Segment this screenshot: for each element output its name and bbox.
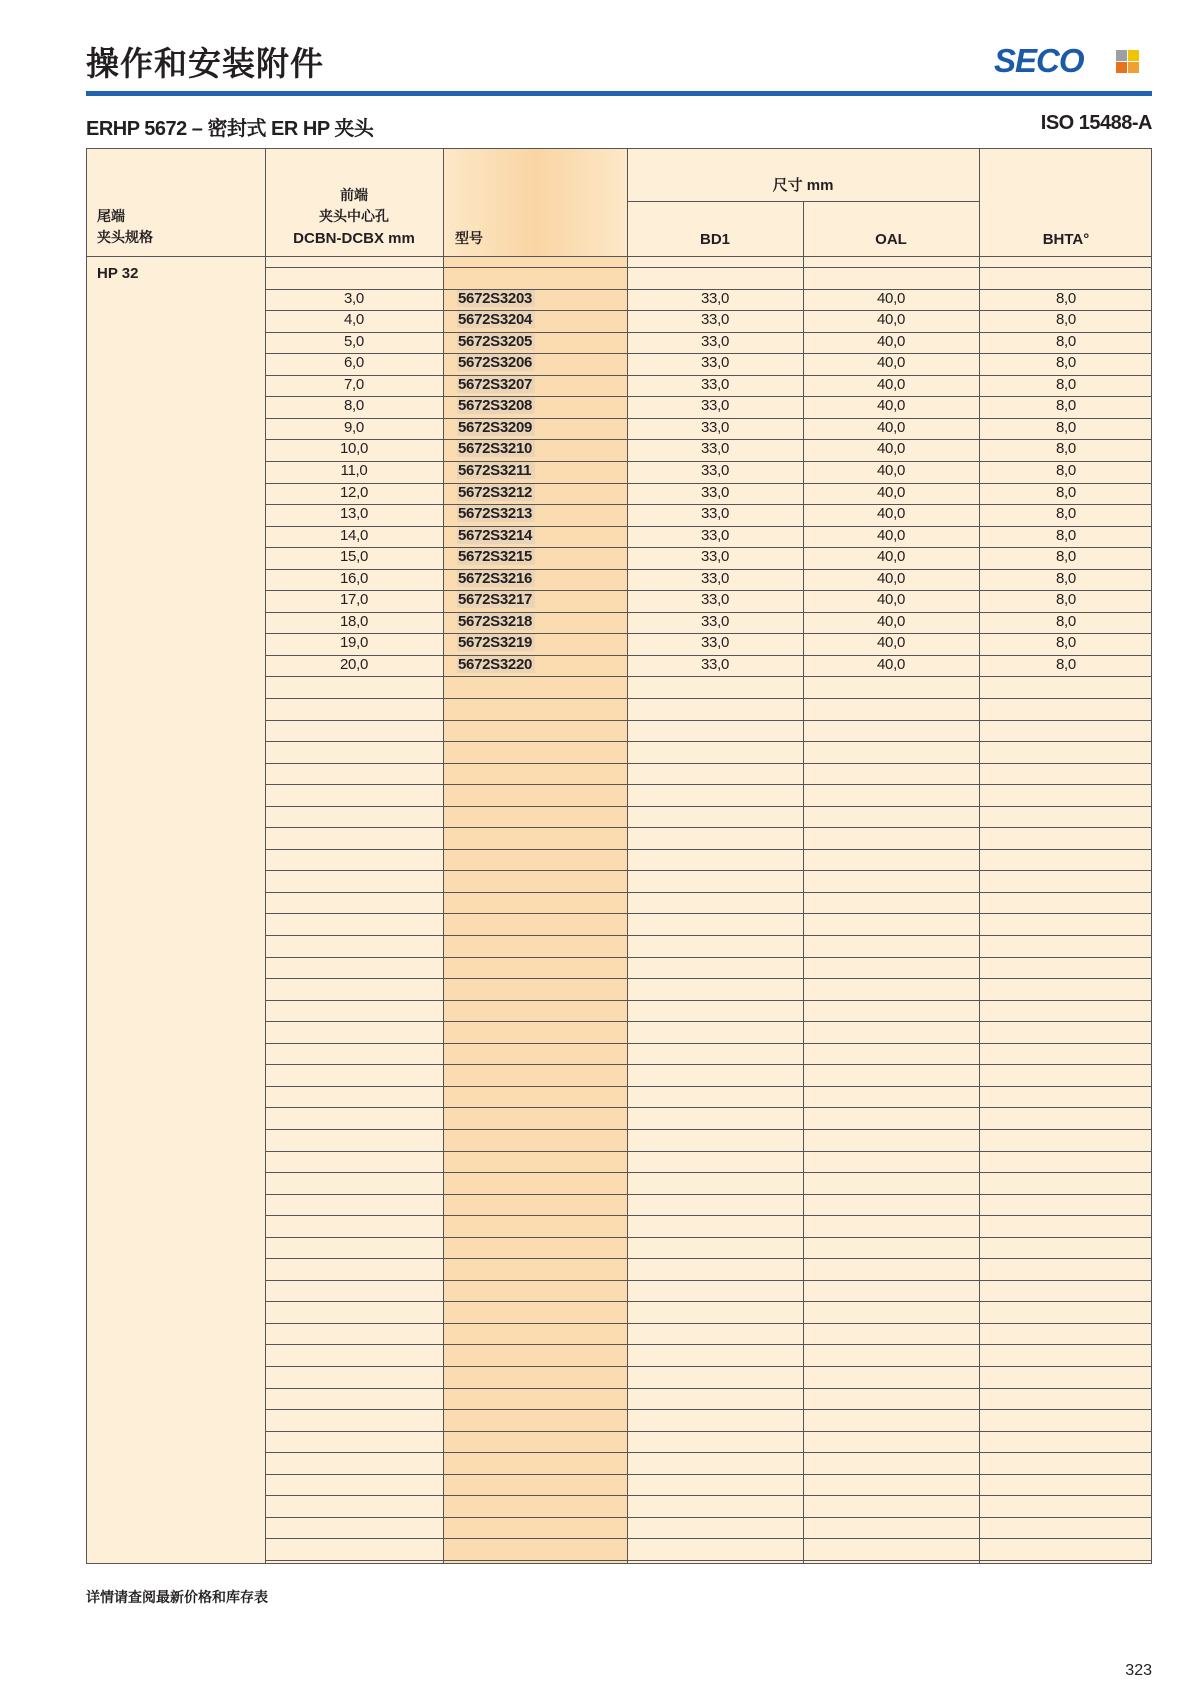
bhta-cell: 8,0	[1056, 419, 1076, 436]
table-row	[265, 375, 1151, 396]
row-divider	[265, 935, 1151, 936]
table-row	[265, 569, 1151, 590]
oal-cell: 40,0	[877, 656, 905, 673]
bhta-cell: 8,0	[1056, 527, 1076, 544]
header-shank-line1: 尾端	[97, 209, 125, 225]
model-number-cell[interactable]: 5672S3216	[457, 570, 535, 587]
oal-cell: 40,0	[877, 462, 905, 479]
bore-diameter-cell: 16,0	[340, 570, 368, 587]
bd1-cell: 33,0	[701, 354, 729, 371]
bd1-cell: 33,0	[701, 484, 729, 501]
bd1-cell: 33,0	[701, 419, 729, 436]
table-row	[265, 418, 1151, 439]
header-shank	[97, 207, 153, 249]
bhta-cell: 8,0	[1056, 484, 1076, 501]
row-divider	[265, 1323, 1151, 1324]
oal-cell: 40,0	[877, 290, 905, 307]
table-row	[265, 612, 1151, 633]
row-divider	[265, 698, 1151, 699]
row-divider	[265, 1409, 1151, 1410]
row-divider	[265, 1215, 1151, 1216]
table-row	[265, 590, 1151, 611]
model-number-cell[interactable]: 5672S3209	[457, 419, 535, 436]
row-divider	[265, 720, 1151, 721]
header-bhta: BHTA°	[1042, 231, 1090, 248]
table-row	[265, 633, 1151, 654]
bd1-cell: 33,0	[701, 462, 729, 479]
header-bd1: BD1	[699, 231, 730, 248]
bore-diameter-cell: 19,0	[340, 634, 368, 651]
shank-size-label: HP 32	[97, 265, 139, 282]
oal-cell: 40,0	[877, 311, 905, 328]
row-divider	[265, 741, 1151, 742]
bhta-cell: 8,0	[1056, 290, 1076, 307]
bd1-cell: 33,0	[701, 634, 729, 651]
seco-logo	[994, 42, 1150, 79]
row-divider	[265, 827, 1151, 828]
model-number-cell[interactable]: 5672S3204	[457, 311, 535, 328]
model-number-cell[interactable]: 5672S3205	[457, 333, 535, 350]
bd1-cell: 33,0	[701, 376, 729, 393]
bd1-cell: 33,0	[701, 397, 729, 414]
model-number-cell[interactable]: 5672S3210	[457, 440, 535, 457]
oal-cell: 40,0	[877, 634, 905, 651]
header-rule	[86, 91, 1152, 96]
row-divider	[265, 1021, 1151, 1022]
row-divider	[265, 1474, 1151, 1475]
row-divider	[265, 1107, 1151, 1108]
model-number-cell[interactable]: 5672S3207	[457, 376, 535, 393]
bhta-cell: 8,0	[1056, 440, 1076, 457]
oal-cell: 40,0	[877, 527, 905, 544]
oal-cell: 40,0	[877, 484, 905, 501]
product-subtitle: ERHP 5672 – 密封式 ER HP 夹头	[86, 118, 374, 140]
model-number-cell[interactable]: 5672S3218	[457, 613, 535, 630]
row-divider	[265, 1172, 1151, 1173]
iso-standard: ISO 15488-A	[1040, 112, 1152, 134]
table-row	[265, 655, 1151, 676]
bhta-cell: 8,0	[1056, 591, 1076, 608]
model-number-cell[interactable]: 5672S3211	[457, 462, 535, 479]
bhta-cell: 8,0	[1056, 462, 1076, 479]
table-row	[265, 310, 1151, 331]
row-divider	[265, 870, 1151, 871]
logo-text: SECO	[994, 42, 1084, 79]
bd1-cell: 33,0	[701, 311, 729, 328]
model-number-cell[interactable]: 5672S3212	[457, 484, 535, 501]
row-divider	[265, 1000, 1151, 1001]
row-divider	[265, 1280, 1151, 1281]
logo-square-icon	[1116, 50, 1127, 61]
bhta-cell: 8,0	[1056, 376, 1076, 393]
row-divider	[265, 676, 1151, 677]
dims-group-underline	[627, 201, 979, 202]
bore-diameter-cell: 15,0	[340, 548, 368, 565]
header-front-line3: DCBN-DCBX mm	[293, 230, 415, 247]
bore-diameter-cell: 20,0	[340, 656, 368, 673]
oal-cell: 40,0	[877, 397, 905, 414]
table-row	[265, 504, 1151, 525]
table-row	[265, 461, 1151, 482]
oal-cell: 40,0	[877, 354, 905, 371]
footnote: 详情请查阅最新价格和库存表	[86, 1590, 268, 1606]
oal-cell: 40,0	[877, 613, 905, 630]
bd1-cell: 33,0	[701, 591, 729, 608]
table-row	[265, 396, 1151, 417]
page-title: 操作和安装附件	[86, 44, 324, 83]
logo-square-icon	[1128, 62, 1139, 73]
row-divider	[265, 267, 1151, 268]
bhta-cell: 8,0	[1056, 354, 1076, 371]
row-divider	[265, 1517, 1151, 1518]
product-table	[86, 148, 1152, 1564]
bd1-cell: 33,0	[701, 440, 729, 457]
bd1-cell: 33,0	[701, 290, 729, 307]
bore-diameter-cell: 13,0	[340, 505, 368, 522]
logo-square-icon	[1116, 62, 1127, 73]
bore-diameter-cell: 12,0	[340, 484, 368, 501]
table-row	[265, 483, 1151, 504]
bhta-cell: 8,0	[1056, 656, 1076, 673]
row-divider	[265, 1538, 1151, 1539]
bd1-cell: 33,0	[701, 548, 729, 565]
bhta-cell: 8,0	[1056, 311, 1076, 328]
bd1-cell: 33,0	[701, 656, 729, 673]
oal-cell: 40,0	[877, 548, 905, 565]
bore-diameter-cell: 7,0	[344, 376, 364, 393]
row-divider	[265, 892, 1151, 893]
row-divider	[265, 1301, 1151, 1302]
bhta-cell: 8,0	[1056, 333, 1076, 350]
oal-cell: 40,0	[877, 505, 905, 522]
row-divider	[265, 763, 1151, 764]
row-divider	[265, 806, 1151, 807]
bhta-cell: 8,0	[1056, 613, 1076, 630]
bd1-cell: 33,0	[701, 505, 729, 522]
bore-diameter-cell: 6,0	[344, 354, 364, 371]
row-divider	[265, 1194, 1151, 1195]
bd1-cell: 33,0	[701, 570, 729, 587]
row-divider	[265, 849, 1151, 850]
row-divider	[265, 1344, 1151, 1345]
bd1-cell: 33,0	[701, 613, 729, 630]
model-number-cell[interactable]: 5672S3215	[457, 548, 535, 565]
row-divider	[265, 1237, 1151, 1238]
oal-cell: 40,0	[877, 591, 905, 608]
row-divider	[265, 913, 1151, 914]
logo-square-icon	[1128, 50, 1139, 61]
header-separator	[87, 256, 1151, 257]
row-divider	[265, 1431, 1151, 1432]
bore-diameter-cell: 3,0	[344, 290, 364, 307]
model-number-cell[interactable]: 5672S3208	[457, 397, 535, 414]
row-divider	[265, 1043, 1151, 1044]
row-divider	[265, 1086, 1151, 1087]
header-model: 型号	[455, 231, 483, 247]
model-number-cell[interactable]: 5672S3217	[457, 591, 535, 608]
table-row	[265, 526, 1151, 547]
row-divider	[265, 1064, 1151, 1065]
row-divider	[265, 784, 1151, 785]
page-number: 323	[1125, 1662, 1152, 1679]
row-divider	[265, 1452, 1151, 1453]
model-number-cell[interactable]: 5672S3213	[457, 505, 535, 522]
bd1-cell: 33,0	[701, 527, 729, 544]
table-row	[265, 353, 1151, 374]
oal-cell: 40,0	[877, 376, 905, 393]
row-divider	[265, 978, 1151, 979]
row-divider	[265, 1129, 1151, 1130]
bore-diameter-cell: 9,0	[344, 419, 364, 436]
row-divider	[265, 957, 1151, 958]
bore-diameter-cell: 14,0	[340, 527, 368, 544]
bhta-cell: 8,0	[1056, 570, 1076, 587]
header-front-bore	[265, 186, 443, 249]
model-number-cell[interactable]: 5672S3203	[457, 290, 535, 307]
bd1-cell: 33,0	[701, 333, 729, 350]
bore-diameter-cell: 8,0	[344, 397, 364, 414]
bhta-cell: 8,0	[1056, 505, 1076, 522]
header-oal: OAL	[875, 231, 907, 248]
header-dimensions-group: 尺寸 mm	[772, 177, 834, 194]
bore-diameter-cell: 10,0	[340, 440, 368, 457]
model-number-cell[interactable]: 5672S3219	[457, 634, 535, 651]
oal-cell: 40,0	[877, 570, 905, 587]
header-front-line2: 夹头中心孔	[319, 209, 389, 225]
bhta-cell: 8,0	[1056, 634, 1076, 651]
oal-cell: 40,0	[877, 419, 905, 436]
table-row	[265, 289, 1151, 310]
header-front-line1: 前端	[340, 188, 368, 204]
row-divider	[265, 1151, 1151, 1152]
model-number-cell[interactable]: 5672S3206	[457, 354, 535, 371]
oal-cell: 40,0	[877, 440, 905, 457]
bhta-cell: 8,0	[1056, 548, 1076, 565]
row-divider	[265, 1366, 1151, 1367]
row-divider	[265, 1495, 1151, 1496]
table-row	[265, 547, 1151, 568]
bore-diameter-cell: 18,0	[340, 613, 368, 630]
row-divider	[265, 1388, 1151, 1389]
table-row	[265, 332, 1151, 353]
bore-diameter-cell: 4,0	[344, 311, 364, 328]
model-number-cell[interactable]: 5672S3220	[457, 656, 535, 673]
bore-diameter-cell: 17,0	[340, 591, 368, 608]
row-divider	[265, 1258, 1151, 1259]
model-number-cell[interactable]: 5672S3214	[457, 527, 535, 544]
bore-diameter-cell: 11,0	[340, 462, 368, 479]
bore-diameter-cell: 5,0	[344, 333, 364, 350]
header-shank-line2: 夹头规格	[97, 230, 153, 246]
bhta-cell: 8,0	[1056, 397, 1076, 414]
row-divider	[265, 1560, 1151, 1561]
oal-cell: 40,0	[877, 333, 905, 350]
table-row	[265, 439, 1151, 460]
